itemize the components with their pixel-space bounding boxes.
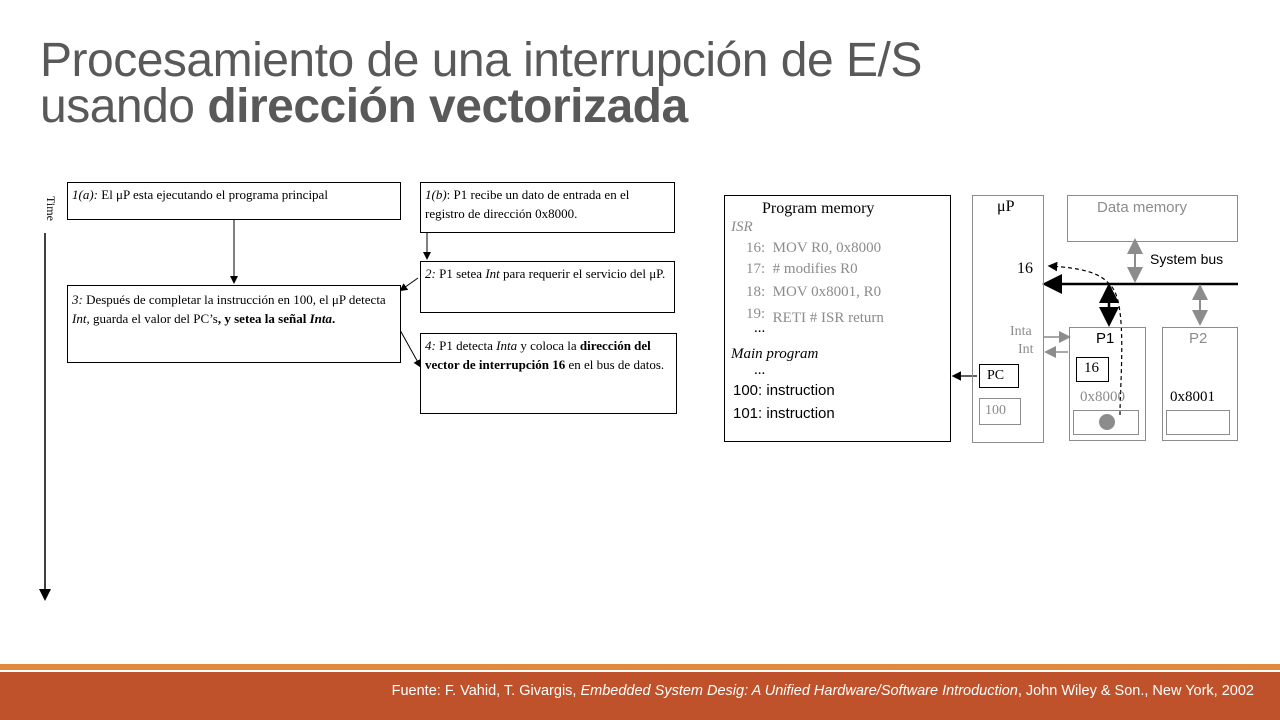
p2-address: 0x8001: [1170, 389, 1215, 405]
step-1a-text: El μP esta ejecutando el programa principal: [98, 187, 328, 202]
p1-vector-value: 16: [1084, 360, 1099, 376]
step-1b-text: : P1 recibe un dato de entrada en el registro de dirección 0x8000.: [425, 187, 630, 221]
isr-code: RETI # ISR return: [772, 310, 884, 326]
step-3-end: .: [332, 311, 336, 326]
time-label: Time: [44, 196, 58, 221]
step-3-int: Int: [72, 311, 87, 326]
isr-addr: 18:: [746, 284, 766, 300]
step-1b-box: [420, 182, 675, 233]
step-1b-label: 1(b): [425, 187, 447, 202]
ellipsis-main: ...: [754, 362, 766, 378]
step-2-int: Int: [485, 266, 500, 281]
p1-data-dot-icon: [1099, 414, 1115, 430]
program-memory-title: Program memory: [762, 200, 875, 217]
main-program-label: Main program: [731, 346, 819, 362]
arrow-2-to-3: [401, 278, 418, 290]
data-memory-title: Data memory: [1097, 199, 1188, 216]
step-1a-box: [67, 182, 401, 220]
int-label: Int: [1018, 342, 1034, 357]
arrow-3-to-4: [400, 330, 420, 366]
step-3-bold: , y setea la señal: [217, 311, 310, 326]
pc-value-box: [979, 398, 1021, 425]
step-2-label: 2:: [425, 266, 436, 281]
step-4-inta: Inta: [496, 338, 518, 353]
system-bus-label: System bus: [1150, 251, 1224, 267]
step-2-text-a: P1 setea: [435, 266, 486, 281]
isr-addr: 16:: [746, 240, 766, 256]
step-4-text-b: y coloca la: [517, 338, 580, 353]
p2-title: P2: [1189, 330, 1208, 347]
title-line-2-plain: usando: [40, 80, 208, 133]
title-line-1: Procesamiento de una interrupción de E/S: [40, 34, 922, 87]
step-4-text-a: P1 detecta: [435, 338, 497, 353]
step-4-label: 4:: [425, 338, 436, 353]
isr-line-16: [746, 240, 881, 257]
step-2-box: [420, 261, 675, 313]
ellipsis-isr: ...: [754, 320, 766, 336]
step-4-text-c: en el bus de datos.: [565, 357, 665, 372]
step-3-label: 3:: [72, 292, 83, 307]
p1-title: P1: [1096, 330, 1115, 347]
step-1a-label: 1(a):: [72, 187, 98, 202]
up-vector-value: 16: [1017, 260, 1033, 277]
p1-address: 0x8000: [1080, 389, 1125, 405]
isr-addr: 17:: [746, 261, 766, 277]
main-line-100: 100: instruction: [733, 382, 835, 399]
isr-line-19: [746, 306, 884, 326]
isr-code: # modifies R0: [772, 261, 858, 277]
up-title: μP: [997, 198, 1015, 215]
step-3-inta: Inta: [309, 311, 332, 326]
step-3-box: [67, 285, 401, 363]
footer-prefix: Fuente: F. Vahid, T. Givargis,: [391, 683, 581, 699]
inta-label: Inta: [1010, 324, 1032, 339]
title-line-2-bold: dirección vectorizada: [207, 80, 688, 133]
step-3-text-a: Después de completar la instrucción en 100, el μP detecta: [82, 292, 386, 307]
step-4-bold: dirección del vector de interrupción 16: [425, 338, 651, 372]
isr-label: ISR: [731, 219, 753, 235]
pc-register: [979, 364, 1019, 388]
p1-vector-register: [1076, 357, 1109, 382]
footer-citation: [392, 683, 1254, 699]
step-2-text-b: para requerir el servicio del μP.: [499, 266, 666, 281]
footer-book-title: Embedded System Desig: A Unified Hardware/Software Introduction: [580, 683, 1018, 699]
isr-line-17: [746, 261, 858, 278]
pc-label: PC: [987, 368, 1005, 383]
step-4-box: [420, 333, 677, 414]
footer-accent-strip: [0, 664, 1280, 670]
isr-code: MOV R0, 0x8000: [772, 240, 882, 256]
isr-addr: 19:: [746, 306, 766, 322]
isr-line-18: [746, 284, 881, 301]
footer-suffix: , John Wiley & Son., New York, 2002: [1017, 683, 1254, 699]
main-line-101: 101: instruction: [733, 405, 835, 422]
step-3-text-b: , guarda el valor del PC’s: [86, 311, 218, 326]
pc-value: 100: [985, 403, 1006, 418]
isr-code: MOV 0x8001, R0: [772, 284, 882, 300]
p2-data-register: [1166, 410, 1230, 435]
